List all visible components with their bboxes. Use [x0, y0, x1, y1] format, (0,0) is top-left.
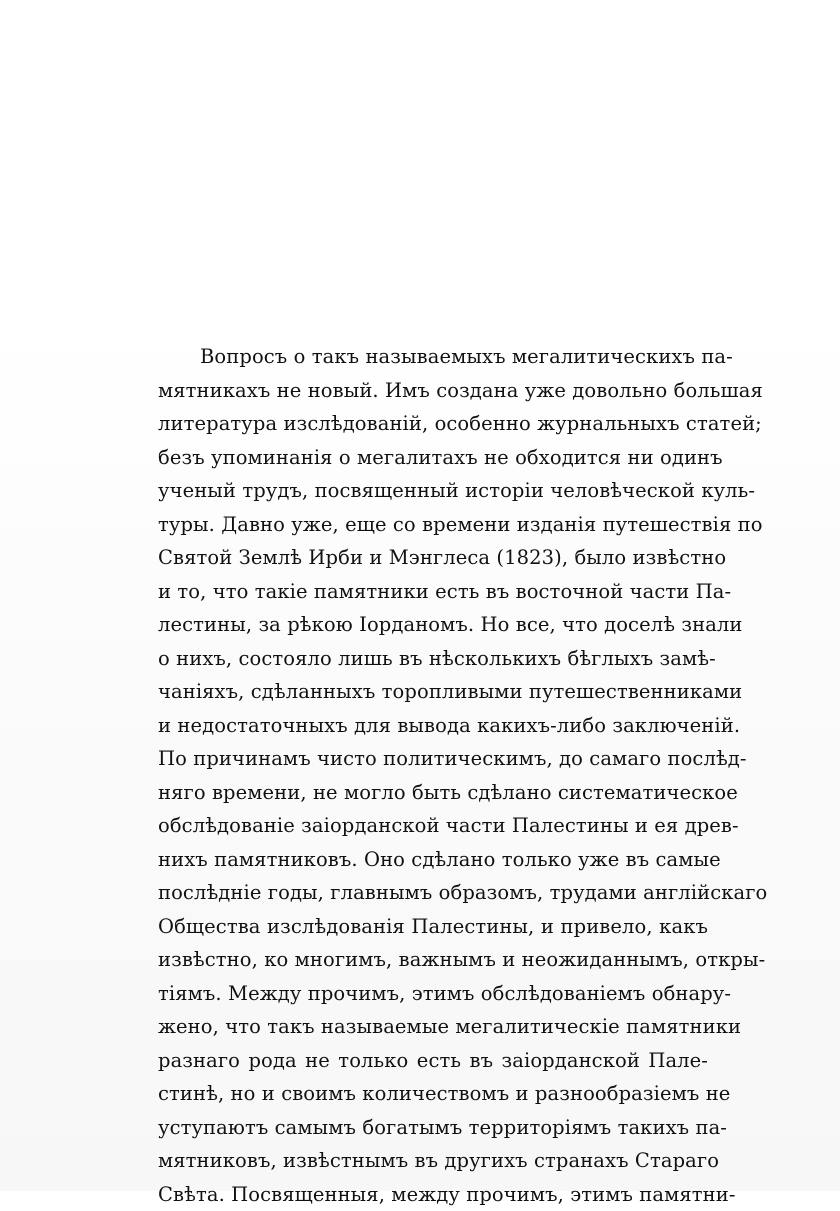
text-line: мятникахъ не новый. Имъ создана уже довольно большая — [158, 374, 708, 408]
text-line: Общества изслѣдованія Палестины, и привело, какъ — [158, 910, 708, 944]
text-line: и то, что такіе памятники есть въ восточной части Па- — [158, 575, 708, 609]
text-line: няго времени, не могло быть сдѣлано систематическое — [158, 776, 708, 810]
text-line: Святой Землѣ Ирби и Мэнглеса (1823), было извѣстно — [158, 541, 708, 575]
text-line: лестины, за рѣкою Іорданомъ. Но все, что доселѣ знали — [158, 608, 708, 642]
text-line: туры. Давно уже, еще со времени изданія путешествія по — [158, 508, 708, 542]
text-line: о нихъ, состояло лишь въ нѣсколькихъ бѣглыхъ замѣ- — [158, 642, 708, 676]
text-line: безъ упоминанія о мегалитахъ не обходится ни одинъ — [158, 441, 708, 475]
text-line: литература изслѣдованій, особенно журнальныхъ статей; — [158, 407, 708, 441]
text-line: стинѣ, но и своимъ количествомъ и разнообразіемъ не — [158, 1077, 708, 1111]
text-line: уступаютъ самымъ богатымъ территоріямъ такихъ па- — [158, 1111, 708, 1145]
text-line: нихъ памятниковъ. Оно сдѣлано только уже въ самые — [158, 843, 708, 877]
text-line: обслѣдованіе заіорданской части Палестины и ея древ- — [158, 809, 708, 843]
text-line: чаніяхъ, сдѣланныхъ торопливыми путешественниками — [158, 675, 708, 709]
text-line: послѣдніе годы, главнымъ образомъ, трудами англійскаго — [158, 876, 708, 910]
text-line: жено, что такъ называемые мегалитическіе памятники — [158, 1010, 708, 1044]
text-line: тіямъ. Между прочимъ, этимъ обслѣдованіемъ обнару- — [158, 977, 708, 1011]
text-line: Свѣта. Посвященныя, между прочимъ, этимъ памятни- — [158, 1178, 708, 1211]
text-line: мятниковъ, извѣстнымъ въ другихъ странахъ Стараго — [158, 1144, 708, 1178]
text-line: ученый трудъ, посвященный исторіи человѣческой куль- — [158, 474, 708, 508]
text-line: и недостаточныхъ для вывода какихъ-либо заключеній. — [158, 709, 708, 743]
text-line: извѣстно, ко многимъ, важнымъ и неожиданнымъ, откры- — [158, 943, 708, 977]
text-line: Вопросъ о такъ называемыхъ мегалитическихъ па- — [158, 340, 708, 374]
text-line: По причинамъ чисто политическимъ, до самаго послѣд- — [158, 742, 708, 776]
body-paragraph — [158, 340, 708, 1211]
text-line: разнаго рода не только есть въ заіорданской Пале- — [158, 1044, 708, 1078]
